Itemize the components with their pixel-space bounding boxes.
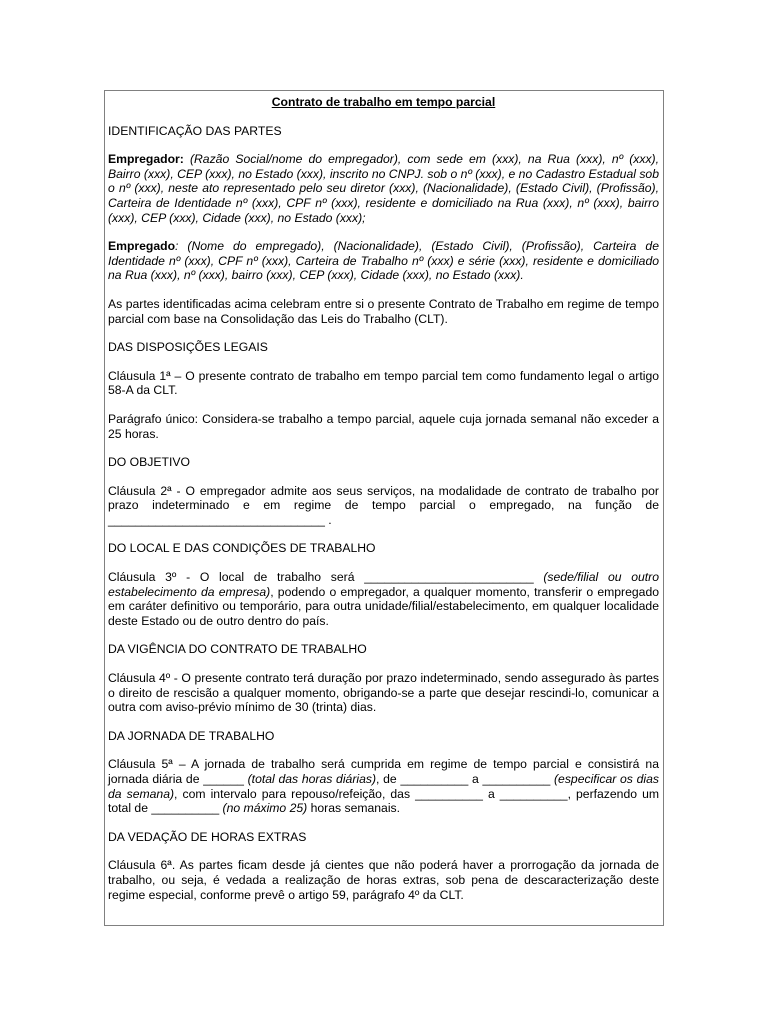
empregado-label: Empregado xyxy=(108,239,176,254)
document-page xyxy=(104,90,664,926)
section-heading-identificacao: IDENTIFICAÇÃO DAS PARTES xyxy=(108,123,282,138)
paragraph-clausula-4: Cláusula 4º - O presente contrato terá duração por prazo indeterminado, sendo assegurado às partes o direito de rescisão a qualquer momento, obrigando-se a parte que desejar rescindi-lo, comunicar a outra com aviso-prévio mínimo de 30 (trinta) dias. xyxy=(108,671,659,715)
paragraph-empregado xyxy=(108,239,659,283)
clausula-5-italic1: (total das horas diárias) xyxy=(247,772,377,786)
clausula-5-part3: , com intervalo para repouso/refeição, das __________ a __________, perfazendo um total de __________ xyxy=(108,786,660,816)
clausula-5-part2: , de __________ a __________ xyxy=(376,772,554,786)
section-heading-disposicoes: DAS DISPOSIÇÕES LEGAIS xyxy=(108,340,268,355)
paragraph-clausula-2: Cláusula 2ª - O empregador admite aos seus serviços, na modalidade de contrato de trabalho por prazo indeterminado e em regime de tempo parcial o empregado, na função de ________________________________ . xyxy=(108,483,659,527)
section-heading-local: DO LOCAL E DAS CONDIÇÕES DE TRABALHO xyxy=(108,541,376,556)
paragraph-partes: As partes identificadas acima celebram entre si o presente Contrato de Trabalho em regime de tempo parcial com base na Consolidação das Leis do Trabalho (CLT). xyxy=(108,296,659,326)
empregado-text: : (Nome do empregado), (Nacionalidade), (Estado Civil), (Profissão), Carteira de Identidade nº (xxx), CPF nº (xxx), Carteira de Trabalho nº (xxx) e série (xxx), residente e domiciliado na Rua (xxx), nº (xxx), bairro (xxx), CEP (xxx), Cidade (xxx), no Estado (xxx). xyxy=(108,239,659,283)
paragraph-clausula-1: Cláusula 1ª – O presente contrato de trabalho em tempo parcial tem como fundamento legal o artigo 58-A da CLT. xyxy=(108,368,659,398)
clausula-5-part1: Cláusula 5ª – A jornada de trabalho será cumprida em regime de tempo parcial e consistirá na jornada diária de ______ xyxy=(108,757,659,786)
clausula-3-part2: , podendo o empregador, a qualquer momento, transferir o empregado em caráter definitivo ou temporário, para outra unidade/filial/estabelecimento, em qualquer localidade deste Estado ou de outro dentro do país. xyxy=(108,584,660,628)
section-heading-jornada: DA JORNADA DE TRABALHO xyxy=(108,728,275,743)
empregador-text: (Razão Social/nome do empregador), com sede em (xxx), na Rua (xxx), nº (xxx), Bairro (xxx), CEP (xxx), no Estado (xxx), inscrito no CNPJ. sob o nº (xxx), e no Cadastro Estadual sob o nº (xxx), neste ato representado pelo seu diretor (xxx), (Nacionalidade), (Estado Civil), (Profissão), Carteira de Identidade nº (xxx), CPF nº (xxx), residente e domiciliado na Rua (xxx), nº (xxx), bairro (xxx), CEP (xxx), Cidade (xxx), no Estado (xxx); xyxy=(108,152,659,225)
paragraph-empregador xyxy=(108,152,659,225)
clausula-5-italic2: (especificar os dias da semana) xyxy=(108,772,659,801)
document-title: Contrato de trabalho em tempo parcial xyxy=(271,95,496,109)
paragraph-clausula-5 xyxy=(108,757,659,815)
clausula-5-part4: horas semanais. xyxy=(307,801,401,816)
paragraph-paragrafo-unico: Parágrafo único: Considera-se trabalho a tempo parcial, aquele cuja jornada semanal não exceder a 25 horas. xyxy=(108,411,659,441)
clausula-3-italic1: (sede/filial ou outro estabelecimento da empresa) xyxy=(108,570,659,599)
clausula-5-italic3: (no máximo 25) xyxy=(222,801,308,816)
empregador-label: Empregador: xyxy=(108,152,184,167)
section-heading-vedacao: DA VEDAÇÃO DE HORAS EXTRAS xyxy=(108,829,307,844)
paragraph-clausula-3 xyxy=(108,570,659,628)
section-heading-vigencia: DA VIGÊNCIA DO CONTRATO DE TRABALHO xyxy=(108,642,367,657)
section-heading-objetivo: DO OBJETIVO xyxy=(108,455,190,470)
paragraph-clausula-6: Cláusula 6ª. As partes ficam desde já cientes que não poderá haver a prorrogação da jornada de trabalho, ou seja, é vedada a realização de horas extras, sob pena de descaracterização deste regime especial, conforme prevê o artigo 59, parágrafo 4º da CLT. xyxy=(108,858,659,902)
clausula-3-part1: Cláusula 3º - O local de trabalho será _________________________ xyxy=(108,570,544,585)
